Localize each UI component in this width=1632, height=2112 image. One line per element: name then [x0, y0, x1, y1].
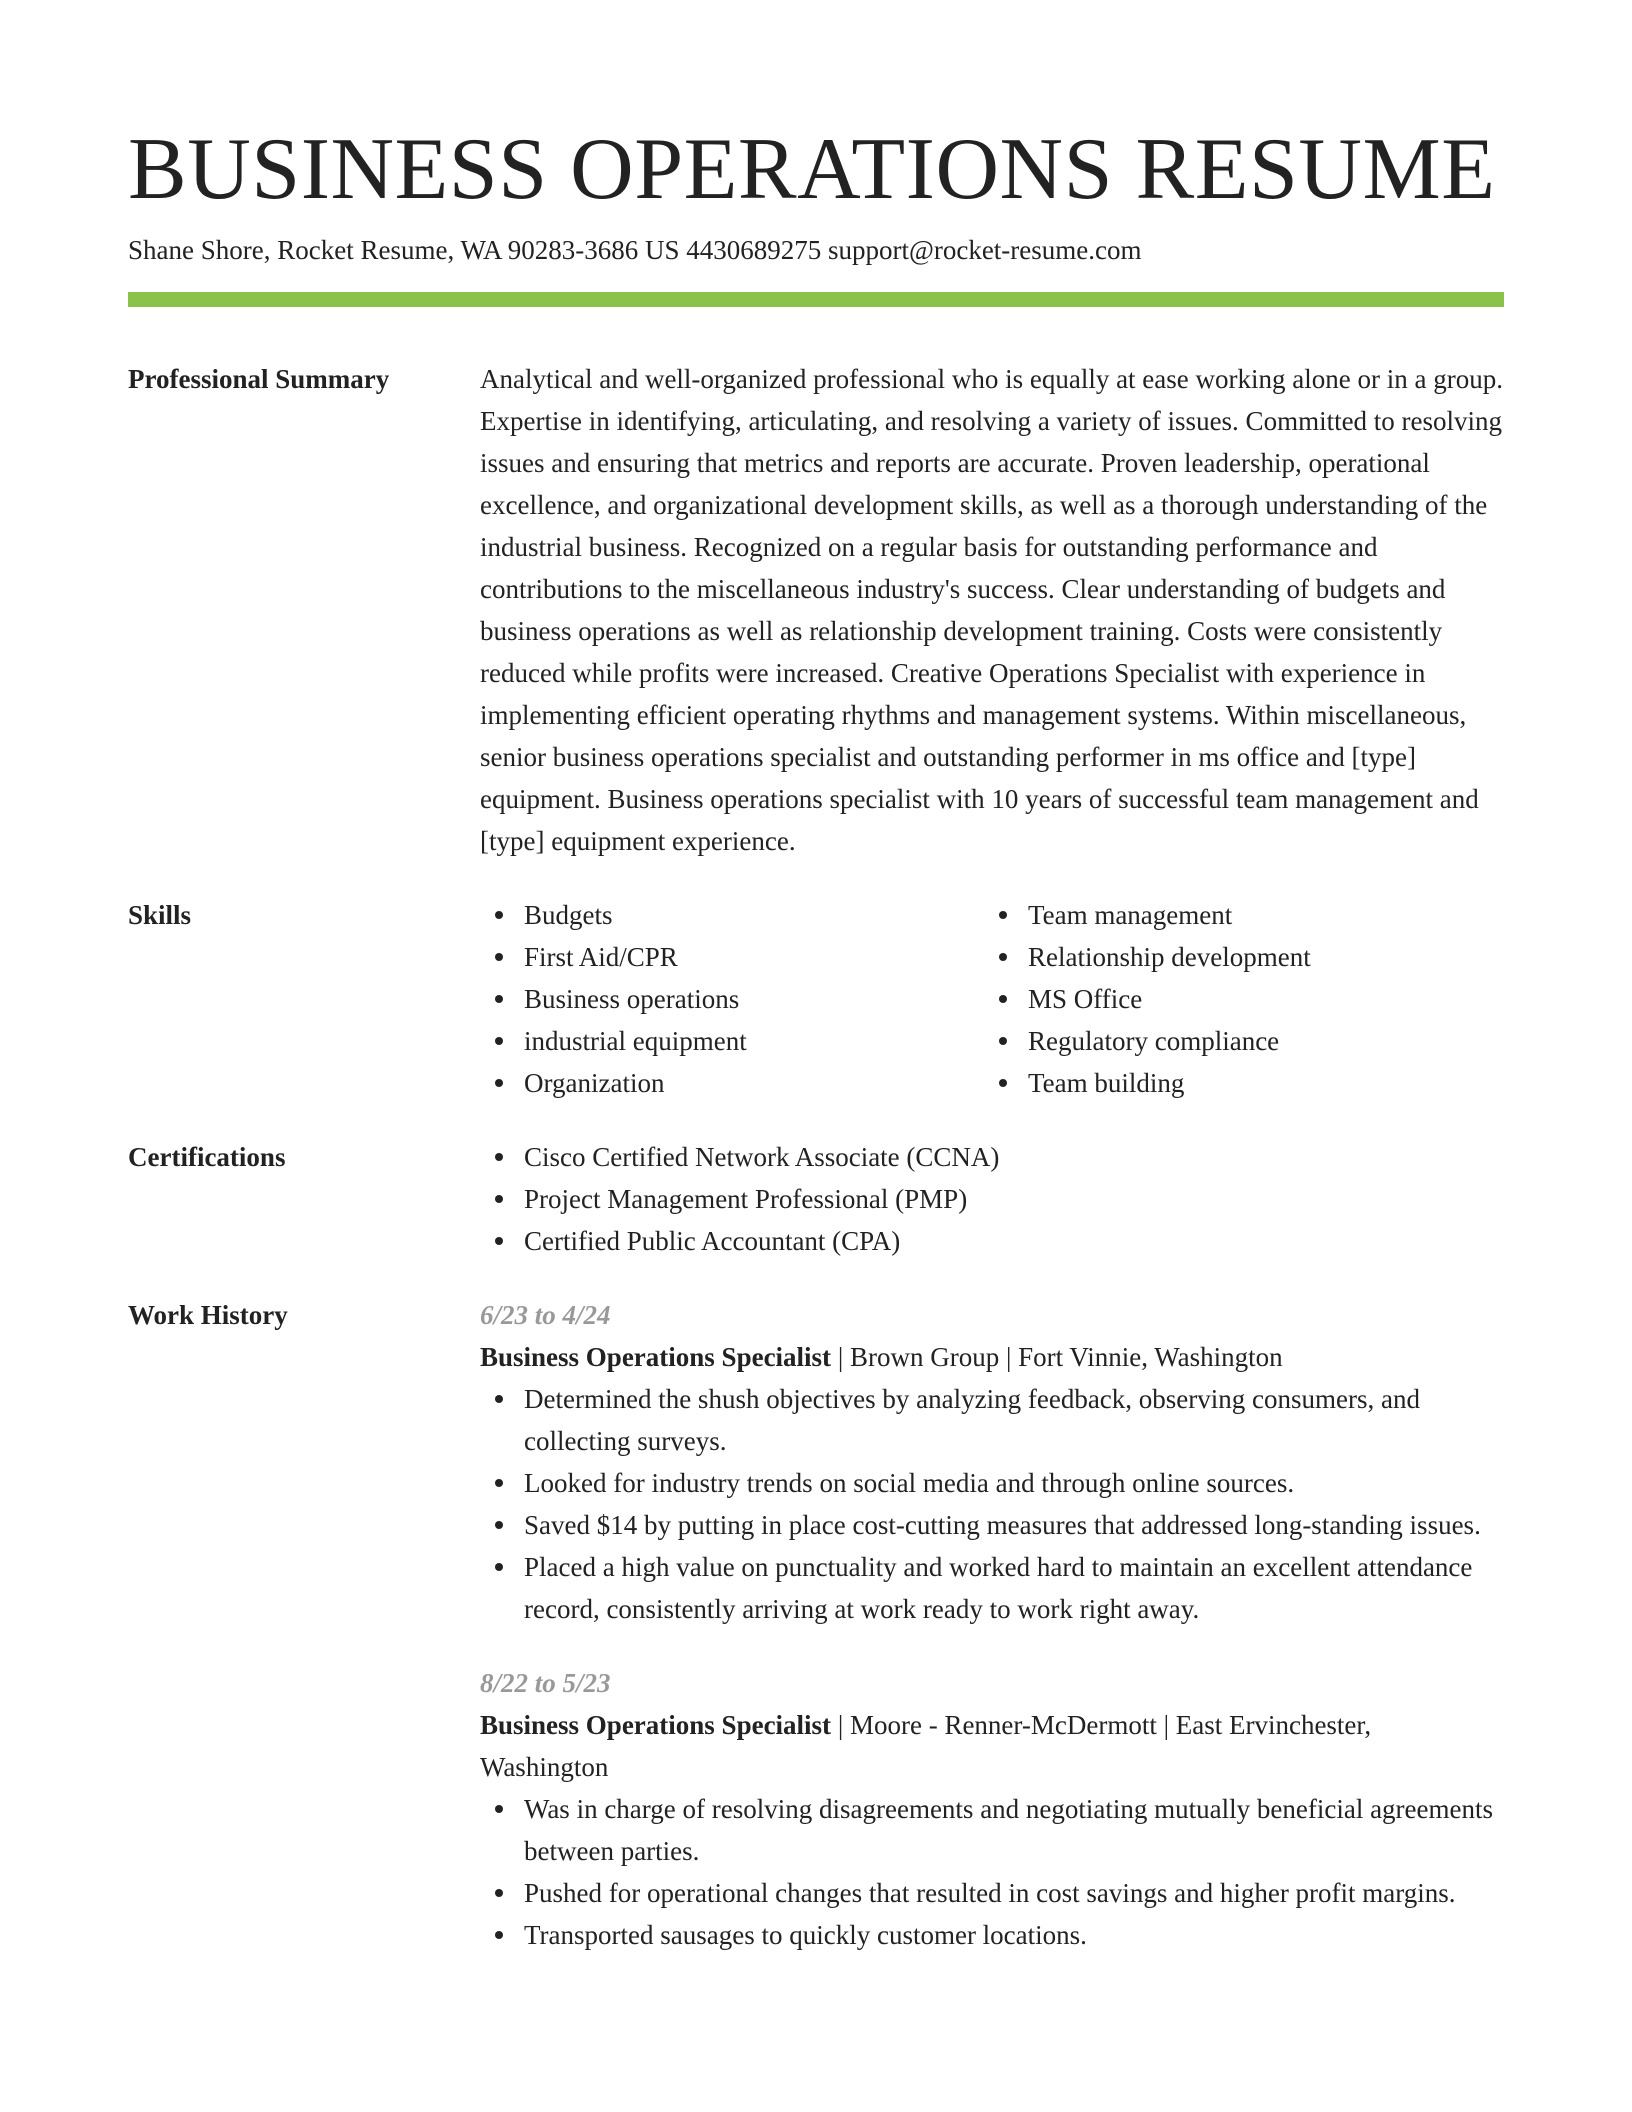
job-duty-item: Looked for industry trends on social media and through online sources. — [480, 1462, 1504, 1504]
job-duties-list — [480, 1378, 1504, 1630]
job-entry — [480, 1294, 1504, 1630]
job-entry — [480, 1662, 1504, 1956]
certifications-list — [480, 1136, 1504, 1262]
contact-phone: 4430689275 — [686, 235, 822, 265]
certification-item: Project Management Professional (PMP) — [480, 1178, 1504, 1220]
job-duty-item: Saved $14 by putting in place cost-cutting measures that addressed long-standing issues. — [480, 1504, 1504, 1546]
job-title-line — [480, 1336, 1504, 1378]
summary-section — [128, 358, 1504, 862]
contact-address: WA 90283-3686 US — [460, 235, 680, 265]
header-divider — [128, 292, 1504, 307]
job-duty-item: Determined the shush objectives by analyzing feedback, observing consumers, and collecting surveys. — [480, 1378, 1504, 1462]
certifications-section — [128, 1136, 1504, 1262]
work-history-heading: Work History — [128, 1300, 288, 1330]
skills-list-left — [480, 894, 984, 1104]
skill-item: First Aid/CPR — [480, 936, 984, 978]
skill-item: MS Office — [984, 978, 1488, 1020]
skill-item: Team building — [984, 1062, 1488, 1104]
skill-item: Regulatory compliance — [984, 1020, 1488, 1062]
skill-item: Relationship development — [984, 936, 1488, 978]
resume-title: BUSINESS OPERATIONS RESUME — [128, 121, 1496, 218]
contact-email: support@rocket-resume.com — [827, 235, 1142, 265]
work-history-section — [128, 1294, 1504, 1956]
contact-name: Shane Shore, — [128, 235, 271, 265]
skill-item: Budgets — [480, 894, 984, 936]
summary-text: Analytical and well-organized professional who is equally at ease working alone or in a group. Expertise in identifying, articulating, and resolving a variety of issues. Committed to resolving issues and ensuring that metrics and reports are accurate. Proven leadership, operational excellence, and organizational development skills, as well as a thorough understanding of the industrial business. Recognized on a regular basis for outstanding performance and contributions to the miscellaneous industry's success. Clear understanding of budgets and business operations as well as relationship development training. Costs were consistently reduced while profits were increased. Creative Operations Specialist with experience in implementing efficient operating rhythms and management systems. Within miscellaneous, senior business operations specialist and outstanding performer in ms office and [type] equipment. Business operations specialist with 10 years of successful team management and [type] equipment experience. — [480, 364, 1503, 856]
job-employer-location: | Brown Group | Fort Vinnie, Washington — [831, 1342, 1283, 1372]
certifications-heading: Certifications — [128, 1142, 286, 1172]
job-title-line — [480, 1704, 1504, 1788]
certifications-body — [480, 1136, 1504, 1262]
job-role: Business Operations Specialist — [480, 1710, 832, 1740]
job-duty-item: Placed a high value on punctuality and worked hard to maintain an excellent attendance record, consistently arriving at work ready to work right away. — [480, 1546, 1504, 1630]
skill-item: Organization — [480, 1062, 984, 1104]
job-duty-item: Transported sausages to quickly customer locations. — [480, 1914, 1504, 1956]
skill-item: Team management — [984, 894, 1488, 936]
job-duty-item: Pushed for operational changes that resulted in cost savings and higher profit margins. — [480, 1872, 1504, 1914]
job-duties-list — [480, 1788, 1504, 1956]
job-role: Business Operations Specialist — [480, 1342, 832, 1372]
skills-section — [128, 894, 1504, 1104]
resume-page — [128, 118, 1504, 1956]
job-dates: 6/23 to 4/24 — [480, 1300, 611, 1330]
skill-item: industrial equipment — [480, 1020, 984, 1062]
job-employer-location: | Moore - Renner-McDermott | East Ervinchester, Washington — [480, 1710, 1372, 1782]
work-history-body — [480, 1294, 1504, 1956]
skill-item: Business operations — [480, 978, 984, 1020]
job-duty-item: Was in charge of resolving disagreements and negotiating mutually beneficial agreements between parties. — [480, 1788, 1504, 1872]
skills-heading: Skills — [128, 900, 192, 930]
skills-list-right — [984, 894, 1488, 1104]
certification-item: Certified Public Accountant (CPA) — [480, 1220, 1504, 1262]
contact-line — [128, 232, 1504, 268]
certification-item: Cisco Certified Network Associate (CCNA) — [480, 1136, 1504, 1178]
summary-heading: Professional Summary — [128, 364, 390, 394]
contact-company: Rocket Resume, — [277, 235, 455, 265]
skills-columns — [480, 894, 1504, 1104]
job-dates: 8/22 to 5/23 — [480, 1668, 611, 1698]
